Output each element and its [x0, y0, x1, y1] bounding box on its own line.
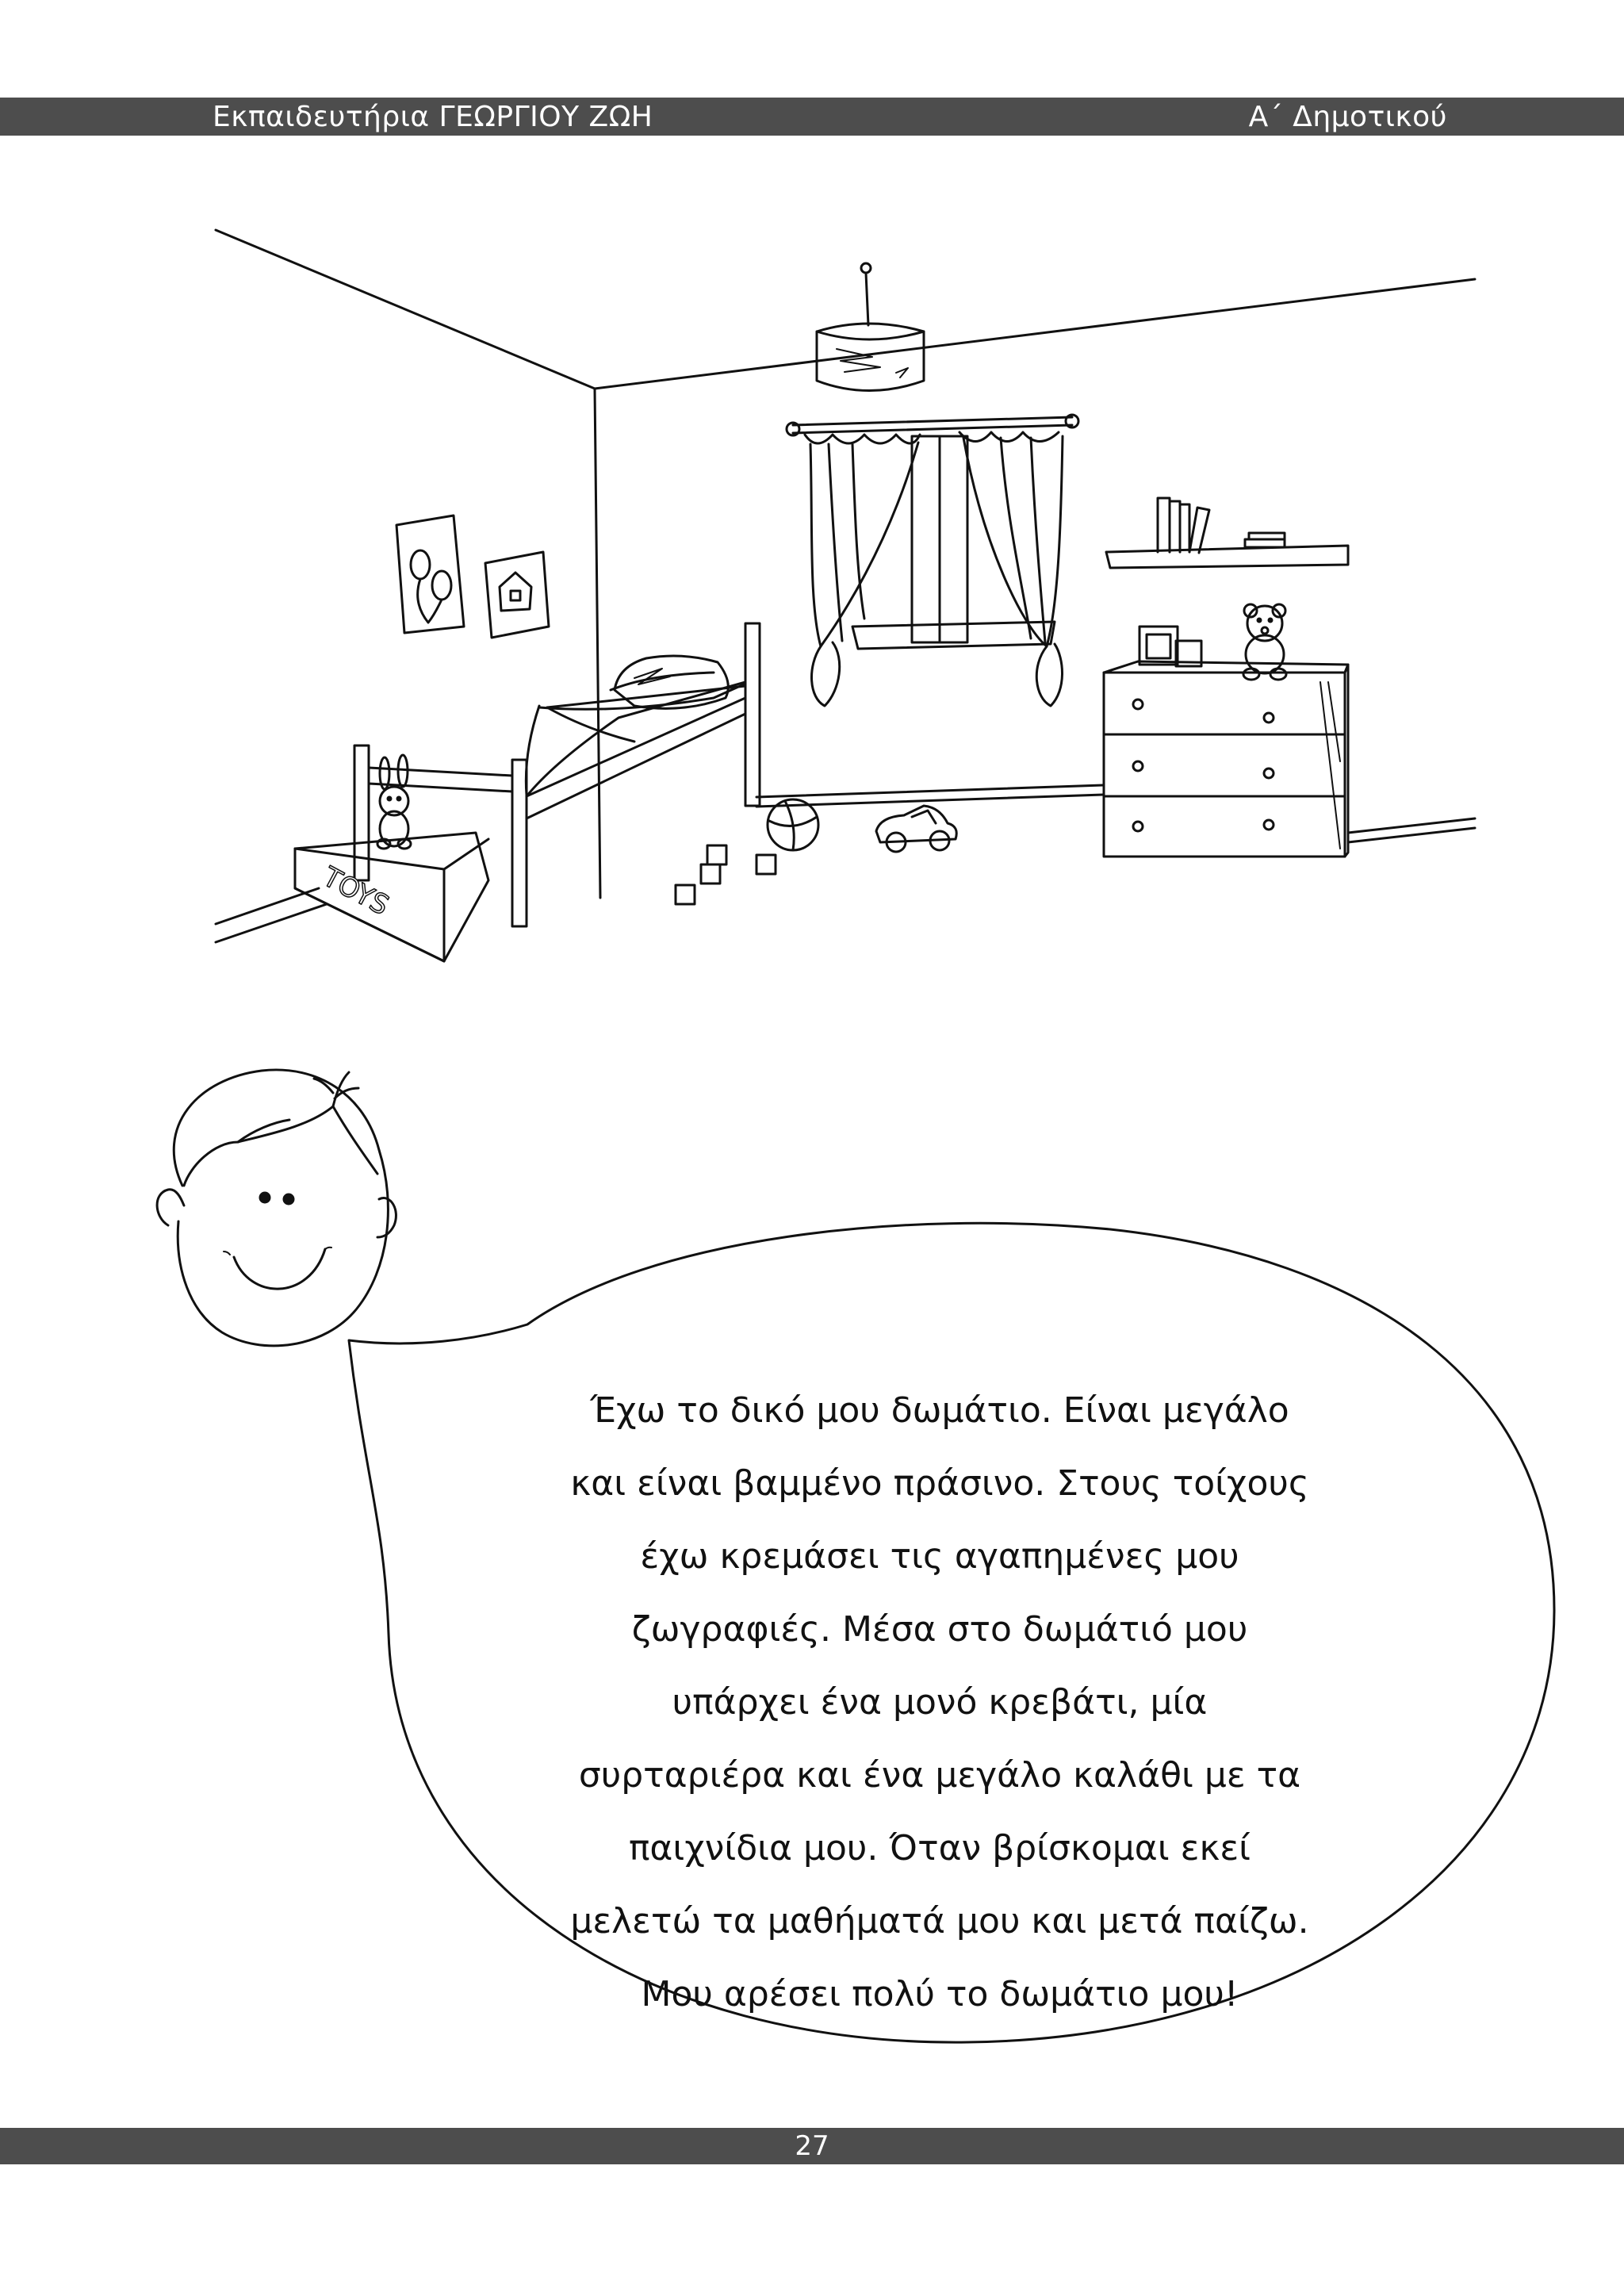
speech-line: παιχνίδια μου. Όταν βρίσκομαι εκεί: [628, 1828, 1251, 1869]
window-with-curtains: [787, 415, 1078, 706]
wall-shelf-with-books: [1106, 498, 1348, 568]
page-number: 27: [795, 2130, 829, 2162]
wall-picture-balloons: [396, 516, 464, 633]
floor-toys: [676, 799, 956, 904]
toy-box-label: TOYS: [317, 861, 394, 922]
dresser: [1104, 604, 1348, 857]
speech-line: υπάρχει ένα μονό κρεβάτι, μία: [672, 1682, 1208, 1723]
bedroom-illustration: [216, 230, 1475, 961]
speech-line: και είναι βαμμένο πράσινο. Στους τοίχους: [570, 1463, 1309, 1504]
wall-picture-house: [485, 552, 549, 638]
footer-bar: [0, 2128, 1624, 2164]
ceiling-lamp: [817, 263, 924, 391]
school-name: Εκπαιδευτήρια ΓΕΩΡΓΙΟΥ ΖΩΗ: [213, 101, 653, 133]
speech-line: Έχω το δικό μου δωμάτιο. Είναι μεγάλο: [590, 1390, 1289, 1431]
bed: [354, 623, 760, 926]
speech-text: [468, 1374, 1411, 2031]
toy-box: [295, 755, 488, 961]
speech-line: ζωγραφιές. Μέσα στο δωμάτιό μου: [631, 1609, 1248, 1650]
speech-line: Μου αρέσει πολύ το δωμάτιο μου!: [641, 1974, 1239, 2014]
boy-face-illustration: [157, 1070, 396, 1346]
speech-line: έχω κρεμάσει τις αγαπημένες μου: [640, 1536, 1239, 1577]
grade-label: Α΄ Δημοτικού: [1248, 101, 1447, 133]
speech-line: μελετώ τα μαθήματά μου και μετά παίζω.: [570, 1901, 1309, 1941]
speech-line: συρταριέρα και ένα μεγάλο καλάθι με τα: [578, 1755, 1301, 1796]
